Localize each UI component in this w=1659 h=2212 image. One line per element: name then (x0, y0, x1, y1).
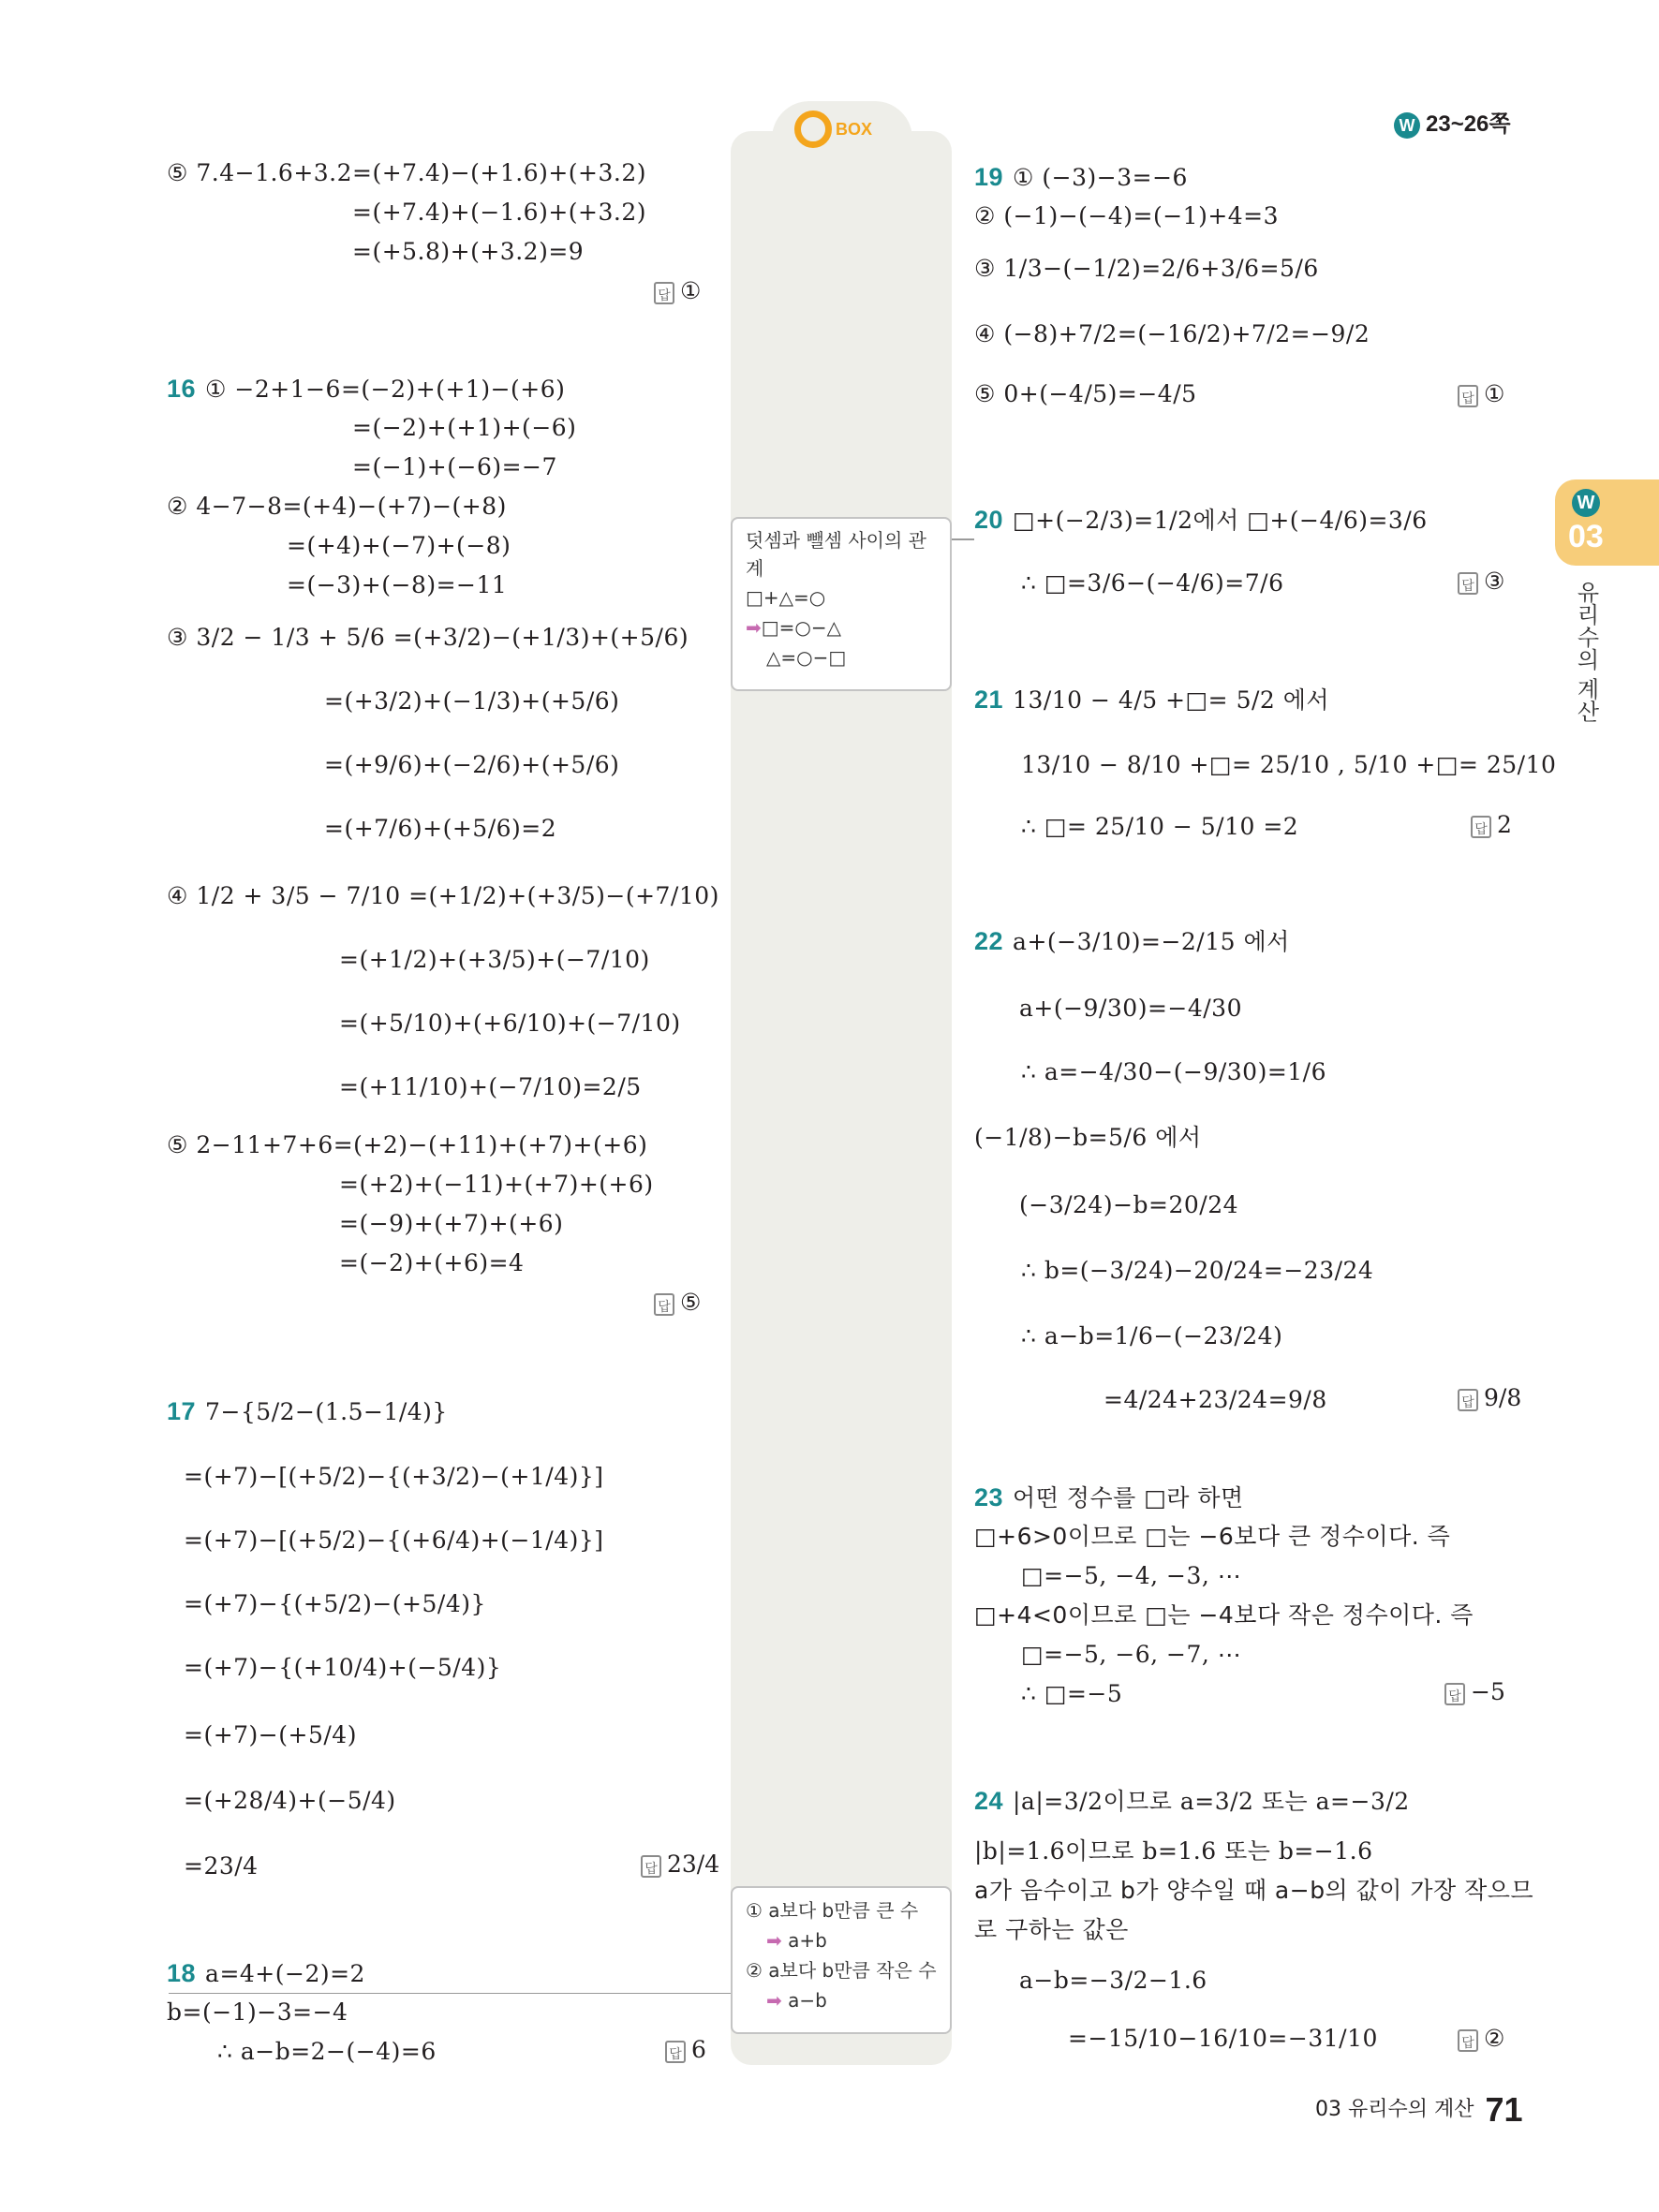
answer-value: ⑤ (680, 1289, 702, 1316)
answer-value: ③ (1484, 568, 1505, 595)
answer-value: ② (1484, 2025, 1505, 2052)
solution-line: =(−1)+(−6)=−7 (352, 453, 557, 480)
problem-21-line (974, 684, 1329, 716)
solution-line: =(+7)−{(+10/4)+(−5/4)} (184, 1654, 502, 1681)
answer-19 (1458, 380, 1504, 407)
solution-line: ⑤ 0+(−4/5)=−4/5 (974, 380, 1197, 407)
answer-icon: 답 (641, 1855, 661, 1878)
tip1-line2 (746, 612, 937, 642)
answer-icon: 답 (1458, 572, 1478, 595)
tip2-line1: ① a보다 b만큼 큰 수 (746, 1899, 919, 1922)
tip2-line2-text: a+b (788, 1929, 827, 1952)
answer-icon: 답 (654, 1293, 674, 1316)
solution-line: (−1/8)−b=5/6 에서 (974, 1124, 1202, 1151)
solution-line: =(+5/10)+(+6/10)+(−7/10) (339, 1010, 681, 1037)
problem-number: 17 (167, 1397, 197, 1425)
answer-icon: 답 (1458, 2029, 1478, 2052)
solution-text: a+(−3/10)=−2/15 에서 (1013, 928, 1290, 955)
solution-text: 어떤 정수를 □라 하면 (1013, 1484, 1244, 1512)
solution-line: ④ (−8)+7/2=(−16/2)+7/2=−9/2 (974, 320, 1370, 347)
tip-add-sub-relation (731, 517, 952, 691)
qbox-q-icon (794, 111, 832, 148)
answer-15 (654, 277, 701, 304)
solution-line: =23/4 (184, 1852, 259, 1880)
solution-line: =(+7)−[(+5/2)−{(+6/4)+(−1/4)}] (184, 1526, 604, 1554)
footer-chapter: 03 유리수의 계산 (1315, 2098, 1474, 2121)
tip1-line3: △=○−□ (766, 646, 847, 669)
arrow-icon: ➡ (766, 1989, 782, 2012)
problem-number: 21 (974, 686, 1004, 714)
problem-16-line (167, 373, 565, 406)
solution-line: =(+28/4)+(−5/4) (184, 1787, 396, 1814)
problem-19-line (974, 161, 1188, 194)
solution-line: =(+7/6)+(+5/6)=2 (324, 815, 557, 842)
solution-line: ∴ □= 25/10 − 5/10 =2 (1021, 813, 1299, 840)
page-range-header (1394, 105, 1511, 139)
solution-line: □+4<0이므로 □는 −4보다 작은 정수이다. 즉 (974, 1601, 1474, 1629)
solution-line: =(−2)+(+6)=4 (339, 1249, 525, 1276)
solution-text: |a|=3/2이므로 a=3/2 또는 a=−3/2 (1013, 1788, 1410, 1815)
solution-line: ∴ □=3/6−(−4/6)=7/6 (1021, 569, 1284, 597)
solution-line: =4/24+23/24=9/8 (1104, 1386, 1327, 1413)
solution-line: a−b=−3/2−1.6 (1019, 1967, 1207, 1994)
solution-line: ∴ □=−5 (1021, 1680, 1123, 1707)
page-number: 71 (1485, 2090, 1523, 2129)
answer-value: ① (680, 277, 702, 304)
solution-text: a=4+(−2)=2 (205, 1960, 365, 1987)
solution-line: □=−5, −6, −7, ⋯ (1021, 1641, 1242, 1668)
problem-number: 19 (974, 163, 1004, 191)
solution-line: ∴ a−b=2−(−4)=6 (217, 2038, 437, 2065)
answer-value: 6 (691, 2036, 706, 2063)
answer-17 (641, 1851, 719, 1878)
tip2-line4-text: a−b (788, 1989, 827, 2012)
answer-icon: 답 (1458, 385, 1478, 407)
solution-line: b=(−1)−3=−4 (167, 1998, 348, 2026)
answer-icon: 답 (1444, 1683, 1465, 1705)
solution-line: =(+2)+(−11)+(+7)+(+6) (339, 1171, 654, 1198)
solution-line: 로 구하는 값은 (974, 1916, 1129, 1943)
solution-line: =(+4)+(−7)+(−8) (287, 532, 511, 559)
arrow-icon: ➡ (766, 1929, 782, 1952)
solution-line: =(−2)+(+1)+(−6) (352, 414, 577, 441)
solution-line: □+6>0이므로 □는 −6보다 큰 정수이다. 즉 (974, 1523, 1451, 1550)
chapter-number: 03 (1568, 519, 1604, 554)
tip-a-b-difference (731, 1886, 952, 2034)
problem-number: 16 (167, 375, 197, 403)
solution-line: =(+7)−{(+5/2)−(+5/4)} (184, 1590, 486, 1617)
answer-icon: 답 (1471, 816, 1491, 838)
tip1-line1: □+△=○ (746, 586, 826, 609)
problem-20-line (974, 504, 1428, 537)
solution-line: a+(−9/30)=−4/30 (1019, 995, 1242, 1022)
solution-line: =(−9)+(+7)+(+6) (339, 1210, 564, 1237)
tip1-title: 덧셈과 뺄셈 사이의 관계 (746, 529, 926, 580)
solution-line: ③ 3/2 − 1/3 + 5/6 =(+3/2)−(+1/3)+(+5/6) (167, 624, 689, 651)
problem-number: 24 (974, 1787, 1004, 1815)
answer-value: ① (1484, 380, 1505, 407)
solution-line: a가 음수이고 b가 양수일 때 a−b의 값이 가장 작으므 (974, 1877, 1534, 1904)
qbox-logo (794, 111, 872, 148)
workbook-badge-icon: W (1572, 489, 1600, 517)
problem-18-line (167, 1957, 365, 1990)
tip2-connector (169, 1993, 731, 1994)
answer-icon: 답 (654, 282, 674, 304)
solution-line: =(−3)+(−8)=−11 (287, 571, 508, 598)
answer-icon: 답 (1458, 1389, 1478, 1411)
solution-text: ① −2+1−6=(−2)+(+1)−(+6) (205, 376, 566, 403)
solution-text: □+(−2/3)=1/2에서 □+(−4/6)=3/6 (1013, 507, 1428, 534)
solution-line: =(+1/2)+(+3/5)+(−7/10) (339, 946, 650, 973)
problem-number: 20 (974, 506, 1004, 534)
solution-line: ⑤ 7.4−1.6+3.2=(+7.4)−(+1.6)+(+3.2) (167, 159, 647, 186)
page-footer (1315, 2090, 1523, 2130)
solution-line: ④ 1/2 + 3/5 − 7/10 =(+1/2)+(+3/5)−(+7/10) (167, 882, 719, 909)
solution-line: =(+9/6)+(−2/6)+(+5/6) (324, 751, 620, 778)
solution-line: ② (−1)−(−4)=(−1)+4=3 (974, 202, 1280, 229)
qbox-label: BOX (836, 119, 873, 139)
answer-22 (1458, 1384, 1521, 1411)
tip1-connector (952, 538, 974, 540)
answer-value: −5 (1471, 1678, 1505, 1705)
answer-18 (665, 2036, 706, 2063)
solution-line: (−3/24)−b=20/24 (1019, 1191, 1239, 1218)
solution-line: =(+11/10)+(−7/10)=2/5 (339, 1073, 642, 1100)
solution-line: =(+5.8)+(+3.2)=9 (352, 238, 585, 265)
answer-16 (654, 1289, 701, 1316)
solution-line: □=−5, −4, −3, ⋯ (1021, 1562, 1242, 1589)
chapter-side-title: 유리수의 계산 (1573, 581, 1599, 723)
answer-value: 9/8 (1484, 1384, 1522, 1411)
tip1-line2-text: □=○−△ (761, 616, 842, 639)
answer-24 (1458, 2025, 1504, 2052)
solution-line: =(+3/2)+(−1/3)+(+5/6) (324, 687, 620, 715)
problem-number: 23 (974, 1483, 1004, 1512)
solution-text: ① (−3)−3=−6 (1013, 164, 1188, 191)
problem-22-line (974, 925, 1290, 958)
chapter-side-tab (1555, 479, 1659, 566)
problem-24-line (974, 1785, 1410, 1818)
answer-value: 2 (1497, 811, 1512, 838)
arrow-icon: ➡ (746, 616, 762, 639)
problem-23-line (974, 1482, 1244, 1514)
solution-text: 7−{5/2−(1.5−1/4)} (205, 1398, 448, 1425)
answer-20 (1458, 568, 1504, 595)
page-range-text: 23~26쪽 (1426, 111, 1511, 137)
solution-line: ② 4−7−8=(+4)−(+7)−(+8) (167, 493, 507, 520)
solution-line: =(+7.4)+(−1.6)+(+3.2) (352, 199, 646, 226)
solution-line: ∴ a=−4/30−(−9/30)=1/6 (1021, 1058, 1327, 1085)
qbox-column (731, 131, 952, 2065)
answer-icon: 답 (665, 2041, 686, 2063)
solution-line: 13/10 − 8/10 +□= 25/10 , 5/10 +□= 25/10 (1021, 751, 1557, 778)
tip2-line4 (746, 1985, 937, 2015)
solution-line: ⑤ 2−11+7+6=(+2)−(+11)+(+7)+(+6) (167, 1131, 648, 1158)
problem-number: 18 (167, 1959, 197, 1987)
solution-line: ③ 1/3−(−1/2)=2/6+3/6=5/6 (974, 255, 1319, 282)
solution-line: =−15/10−16/10=−31/10 (1068, 2025, 1378, 2052)
solution-text: 13/10 − 4/5 +□= 5/2 에서 (1013, 686, 1330, 714)
solution-line: ∴ b=(−3/24)−20/24=−23/24 (1021, 1257, 1374, 1284)
solution-line: ∴ a−b=1/6−(−23/24) (1021, 1322, 1283, 1349)
problem-number: 22 (974, 927, 1004, 955)
tip2-line2 (746, 1925, 937, 1955)
solution-line: =(+7)−(+5/4) (184, 1721, 357, 1748)
solution-line: =(+7)−[(+5/2)−{(+3/2)−(+1/4)}] (184, 1463, 604, 1490)
answer-23 (1444, 1678, 1505, 1705)
tip2-line3: ② a보다 b만큼 작은 수 (746, 1959, 937, 1982)
problem-17-line (167, 1395, 448, 1428)
answer-21 (1471, 811, 1512, 838)
solution-line: |b|=1.6이므로 b=1.6 또는 b=−1.6 (974, 1837, 1373, 1865)
answer-value: 23/4 (667, 1851, 720, 1878)
workbook-badge-icon: W (1394, 112, 1420, 139)
